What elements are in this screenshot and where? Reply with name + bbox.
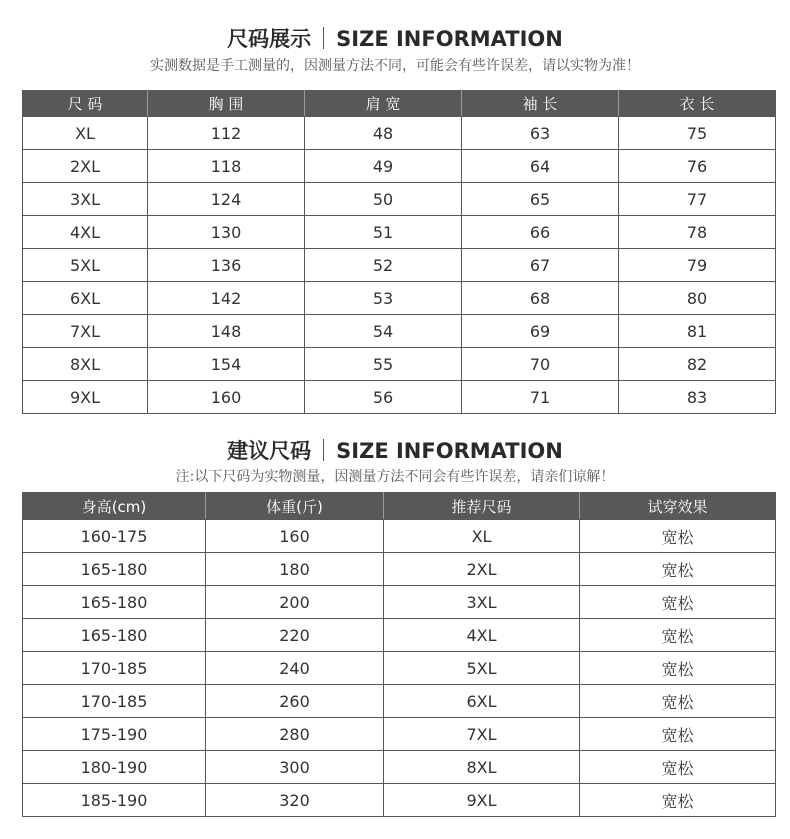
table-cell: 170-185	[23, 685, 206, 718]
size-table-header-cell: 尺 码	[23, 91, 148, 117]
table-cell: 5XL	[384, 652, 580, 685]
table-cell: 3XL	[23, 183, 148, 216]
size-title-cn: 尺码展示	[227, 27, 312, 51]
table-cell: 80	[619, 282, 776, 315]
table-cell: 69	[462, 315, 619, 348]
recommend-table-header-cell: 推荐尺码	[384, 493, 580, 520]
table-cell: 180	[206, 553, 384, 586]
table-row	[23, 784, 776, 817]
table-cell: 180-190	[23, 751, 206, 784]
table-cell: 79	[619, 249, 776, 282]
table-cell: 81	[619, 315, 776, 348]
table-row	[23, 586, 776, 619]
table-row	[23, 619, 776, 652]
table-cell: 55	[305, 348, 462, 381]
size-table-header-cell: 衣 长	[619, 91, 776, 117]
table-cell: 2XL	[384, 553, 580, 586]
table-cell: 宽松	[580, 520, 776, 553]
table-cell: 154	[148, 348, 305, 381]
recommend-table	[22, 492, 776, 817]
table-cell: 宽松	[580, 718, 776, 751]
recommend-section-title	[0, 438, 790, 464]
table-cell: 200	[206, 586, 384, 619]
recommend-table-header-cell: 试穿效果	[580, 493, 776, 520]
table-cell: 53	[305, 282, 462, 315]
table-cell: 112	[148, 117, 305, 150]
table-cell: 67	[462, 249, 619, 282]
table-cell: 7XL	[384, 718, 580, 751]
size-table-header	[23, 91, 776, 117]
table-cell: 170-185	[23, 652, 206, 685]
table-row	[23, 652, 776, 685]
table-cell: 9XL	[23, 381, 148, 414]
table-cell: 66	[462, 216, 619, 249]
table-cell: 220	[206, 619, 384, 652]
title-divider	[323, 439, 324, 461]
table-cell: 4XL	[384, 619, 580, 652]
table-row	[23, 315, 776, 348]
table-cell: 124	[148, 183, 305, 216]
table-row	[23, 348, 776, 381]
table-cell: 8XL	[384, 751, 580, 784]
size-table-header-cell: 胸 围	[148, 91, 305, 117]
recommend-table-header-cell: 身高(cm)	[23, 493, 206, 520]
table-cell: 165-180	[23, 619, 206, 652]
table-cell: 260	[206, 685, 384, 718]
title-divider	[323, 27, 324, 49]
table-cell: 7XL	[23, 315, 148, 348]
table-cell: 70	[462, 348, 619, 381]
table-cell: 65	[462, 183, 619, 216]
table-cell: 320	[206, 784, 384, 817]
table-row	[23, 216, 776, 249]
table-cell: 宽松	[580, 784, 776, 817]
table-row	[23, 553, 776, 586]
table-cell: 148	[148, 315, 305, 348]
table-row	[23, 718, 776, 751]
table-cell: 75	[619, 117, 776, 150]
table-cell: 6XL	[23, 282, 148, 315]
size-table	[22, 90, 776, 414]
table-cell: 130	[148, 216, 305, 249]
table-cell: 175-190	[23, 718, 206, 751]
table-cell: 83	[619, 381, 776, 414]
table-cell: 宽松	[580, 586, 776, 619]
table-cell: 68	[462, 282, 619, 315]
table-cell: 165-180	[23, 553, 206, 586]
size-title-en: SIZE INFORMATION	[336, 27, 563, 51]
table-cell: 78	[619, 216, 776, 249]
table-cell: 136	[148, 249, 305, 282]
table-cell: 160	[148, 381, 305, 414]
recommend-title-cn: 建议尺码	[227, 439, 312, 463]
table-cell: XL	[23, 117, 148, 150]
table-cell: 2XL	[23, 150, 148, 183]
table-row	[23, 150, 776, 183]
size-table-header-cell: 袖 长	[462, 91, 619, 117]
table-cell: 240	[206, 652, 384, 685]
recommend-table-header-cell: 体重(斤)	[206, 493, 384, 520]
table-row	[23, 117, 776, 150]
table-cell: 52	[305, 249, 462, 282]
table-cell: 160-175	[23, 520, 206, 553]
table-cell: 77	[619, 183, 776, 216]
table-cell: 50	[305, 183, 462, 216]
table-row	[23, 520, 776, 553]
table-cell: 宽松	[580, 619, 776, 652]
table-cell: 82	[619, 348, 776, 381]
recommend-table-header	[23, 493, 776, 520]
table-cell: 8XL	[23, 348, 148, 381]
table-cell: 160	[206, 520, 384, 553]
table-cell: 6XL	[384, 685, 580, 718]
table-cell: 280	[206, 718, 384, 751]
table-cell: 56	[305, 381, 462, 414]
table-cell: 165-180	[23, 586, 206, 619]
table-row	[23, 282, 776, 315]
table-row	[23, 249, 776, 282]
table-cell: 宽松	[580, 652, 776, 685]
table-cell: 宽松	[580, 553, 776, 586]
table-cell: 64	[462, 150, 619, 183]
table-cell: 71	[462, 381, 619, 414]
table-row	[23, 751, 776, 784]
table-cell: 185-190	[23, 784, 206, 817]
table-cell: 76	[619, 150, 776, 183]
size-section-title	[0, 26, 790, 52]
table-row	[23, 381, 776, 414]
table-row	[23, 685, 776, 718]
recommend-section-subtitle: 注:以下尺码为实物测量，因测量方法不同会有些许误差，请亲们谅解！	[175, 469, 615, 485]
table-row	[23, 183, 776, 216]
table-cell: 3XL	[384, 586, 580, 619]
table-cell: 118	[148, 150, 305, 183]
table-cell: XL	[384, 520, 580, 553]
table-cell: 51	[305, 216, 462, 249]
table-cell: 4XL	[23, 216, 148, 249]
table-cell: 48	[305, 117, 462, 150]
table-cell: 300	[206, 751, 384, 784]
table-cell: 63	[462, 117, 619, 150]
table-cell: 5XL	[23, 249, 148, 282]
recommend-title-en: SIZE INFORMATION	[336, 439, 563, 463]
table-cell: 54	[305, 315, 462, 348]
size-section-subtitle: 实测数据是手工测量的，因测量方法不同，可能会有些许误差，请以实物为准！	[150, 58, 640, 74]
table-cell: 49	[305, 150, 462, 183]
table-cell: 9XL	[384, 784, 580, 817]
size-table-header-cell: 肩 宽	[305, 91, 462, 117]
table-cell: 宽松	[580, 685, 776, 718]
table-cell: 宽松	[580, 751, 776, 784]
table-cell: 142	[148, 282, 305, 315]
